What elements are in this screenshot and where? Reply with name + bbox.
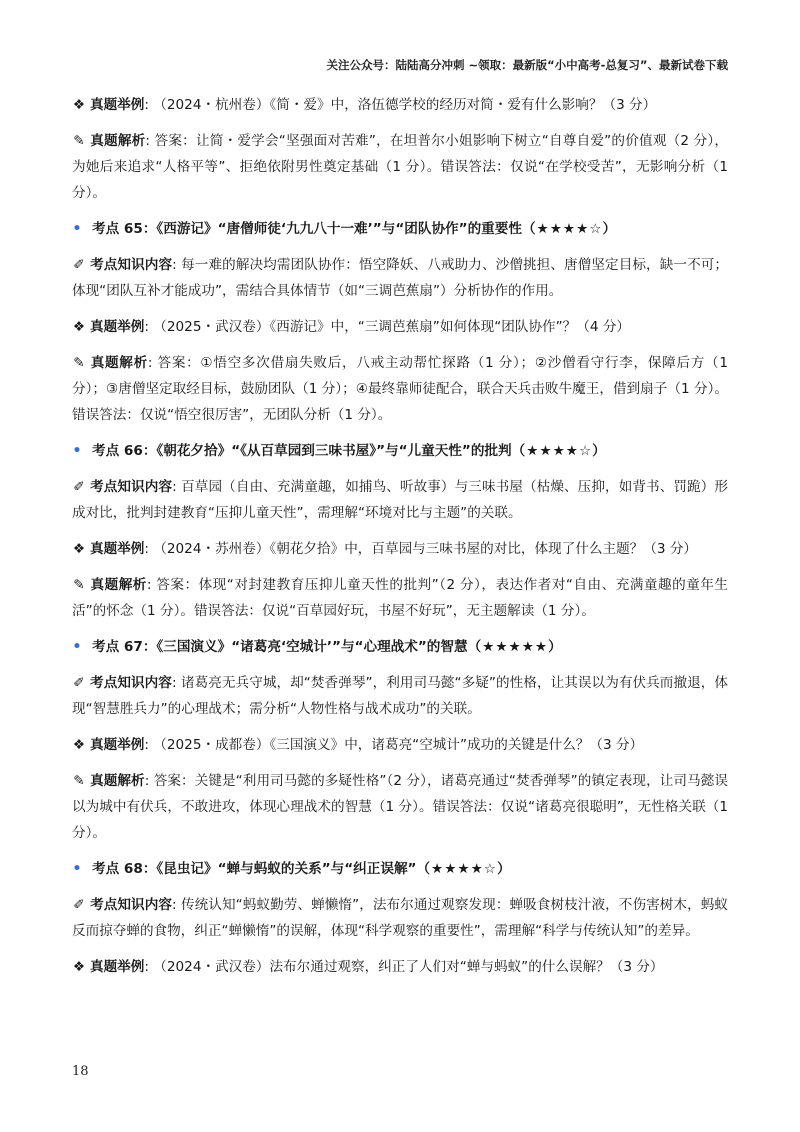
bullet-dot-icon: • (72, 861, 82, 877)
pencil-icon: ✎ (73, 577, 85, 593)
knowledge-label: 考点知识内容 (90, 897, 173, 913)
label-separator: : (171, 675, 181, 691)
pencil-icon: ✎ (73, 133, 85, 149)
example-paragraph (72, 92, 728, 118)
knowledge-paragraph (72, 670, 728, 722)
label-separator: : (172, 257, 182, 273)
label-separator: : (144, 97, 154, 113)
diamond-bullet-icon: ❖ (72, 959, 86, 975)
topic-paragraph (72, 216, 728, 242)
topic-title: 《西游记》“唐僧师徒‘九九八十一难’”与“团队协作”的重要性 (156, 221, 522, 237)
analysis-text: 答案：体现“对封建教育压抑儿童天性的批判”（2 分），表达作者对“自由、充满童趣的童年生活”的怀念（1 分）。错误答法：仅说“百草园好玩，书屋不好玩”，无主题解读（1 分）。 (72, 577, 729, 619)
analysis-paragraph (72, 350, 728, 428)
example-label: 真题举例 (90, 541, 145, 557)
topic-label: 考点 68： (92, 861, 157, 877)
bullet-dot-icon: • (72, 221, 82, 237)
topic-paragraph (72, 438, 728, 464)
difficulty-stars: （★★★★☆） (511, 443, 607, 459)
example-text: （2024・杭州卷）《简・爱》中，洛伍德学校的经历对简・爱有什么影响？（3 分） (153, 97, 657, 113)
bullet-dot-icon: • (72, 443, 82, 459)
diamond-bullet-icon: ❖ (72, 737, 86, 753)
difficulty-stars: （★★★★☆） (521, 221, 618, 237)
knowledge-paragraph (72, 474, 728, 526)
pencil-icon: ✎ (73, 355, 85, 371)
pencil-icon: ✐ (73, 257, 85, 273)
knowledge-text: 每一难的解决均需团队协作：悟空降妖、八戒助力、沙僧挑担、唐僧坚定目标，缺一不可；体现“团队互补才能成功”，需结合具体情节（如“三调芭蕉扇”）分析协作的作用。 (72, 257, 729, 299)
example-text: （2024・武汉卷）法布尔通过观察，纠正了人们对“蝉与蚂蚁”的什么误解？（3 分） (153, 959, 664, 975)
knowledge-paragraph (72, 252, 728, 304)
analysis-label: 真题解析 (90, 577, 147, 593)
diamond-bullet-icon: ❖ (72, 319, 86, 335)
label-separator: : (144, 773, 154, 789)
analysis-paragraph (72, 572, 728, 624)
knowledge-text: 传统认知“蚂蚁勤劳、蝉懒惰”，法布尔通过观察发现：蝉吸食树枝汁液，不伤害树木，蚂蚁反而掠夺蝉的食物，纠正“蝉懒惰”的误解，体现“科学观察的重要性”，需理解“科学与传统认知”的差异。 (72, 897, 729, 939)
pencil-icon: ✐ (73, 675, 85, 691)
analysis-paragraph (72, 768, 728, 846)
document-body (72, 92, 728, 990)
knowledge-paragraph (72, 892, 728, 944)
topic-label: 考点 67： (92, 639, 157, 655)
label-separator: : (144, 319, 154, 335)
label-separator: : (144, 737, 154, 753)
difficulty-stars: （★★★★☆） (416, 861, 512, 877)
analysis-text: 答案：①悟空多次借扇失败后，八戒主动帮忙探路（1 分）；②沙僧看守行李，保障后方（1 分）；③唐僧坚定取经目标，鼓励团队（1 分）；④最终靠师徒配合，联合天兵击败牛魔王，借到扇子（1 分）。错误答法：仅说“悟空很厉害”，无团队分析（1 分）。 (72, 355, 728, 423)
topic-label: 考点 65： (92, 221, 157, 237)
label-separator: : (147, 355, 158, 371)
diamond-bullet-icon: ❖ (72, 541, 86, 557)
label-separator: : (146, 577, 157, 593)
analysis-label: 真题解析 (90, 133, 146, 149)
example-label: 真题举例 (90, 319, 145, 335)
pencil-icon: ✎ (73, 773, 85, 789)
pencil-icon: ✐ (73, 479, 85, 495)
knowledge-label: 考点知识内容 (90, 675, 172, 691)
example-paragraph (72, 536, 728, 562)
diamond-bullet-icon: ❖ (72, 97, 86, 113)
difficulty-stars: （★★★★★） (467, 639, 563, 655)
knowledge-text: 百草园（自由、充满童趣，如捕鸟、听故事）与三味书屋（枯燥、压抑，如背书、罚跪）形成对比，批判封建教育“压抑儿童天性”，需理解“环境对比与主题”的关联。 (72, 479, 729, 521)
analysis-text: 答案：让简・爱学会“坚强面对苦难”，在坦普尔小姐影响下树立“自尊自爱”的价值观（2 分），为她后来追求“人格平等”、拒绝依附男性奠定基础（1 分）。错误答法：仅说“在学校受苦”，无影响分析（1 分）。 (72, 133, 729, 201)
label-separator: : (145, 133, 155, 149)
analysis-text: 答案：关键是“利用司马懿的多疑性格”（2 分），诸葛亮通过“焚香弹琴”的镇定表现，让司马懿误以为城中有伏兵，不敢进攻，体现心理战术的智慧（1 分）。错误答法：仅说“诸葛亮很聪明”，无性格关联（1 分）。 (72, 773, 729, 841)
topic-title: 《昆虫记》“蝉与蚂蚁的关系”与“纠正误解” (156, 861, 417, 877)
example-label: 真题举例 (90, 97, 145, 113)
example-paragraph (72, 732, 728, 758)
example-label: 真题举例 (90, 959, 145, 975)
analysis-paragraph (72, 128, 728, 206)
bullet-dot-icon: • (72, 639, 82, 655)
knowledge-label: 考点知识内容 (90, 479, 173, 495)
topic-label: 考点 66： (92, 443, 157, 459)
example-text: （2025・武汉卷）《西游记》中，“三调芭蕉扇”如何体现“团队协作”？（4 分） (153, 319, 631, 335)
example-text: （2025・成都卷）《三国演义》中，诸葛亮“空城计”成功的关键是什么？（3 分） (153, 737, 644, 753)
label-separator: : (144, 541, 154, 557)
label-separator: : (172, 479, 182, 495)
label-separator: : (172, 897, 182, 913)
label-separator: : (144, 959, 154, 975)
pencil-icon: ✐ (73, 897, 85, 913)
example-paragraph (72, 314, 728, 340)
example-paragraph (72, 954, 728, 980)
page-header: 关注公众号：陆陆高分冲刺 ~领取：最新版“小中高考-总复习”、最新试卷下载 (326, 58, 728, 72)
example-text: （2024・苏州卷）《朝花夕拾》中，百草园与三味书屋的对比，体现了什么主题？（3 分） (153, 541, 698, 557)
page-number: 18 (72, 1064, 89, 1079)
analysis-label: 真题解析 (90, 773, 145, 789)
knowledge-text: 诸葛亮无兵守城，却“焚香弹琴”，利用司马懿“多疑”的性格，让其误以为有伏兵而撤退，体现“智慧胜兵力”的心理战术；需分析“人物性格与战术成功”的关联。 (72, 675, 729, 717)
analysis-label: 真题解析 (90, 355, 148, 371)
knowledge-label: 考点知识内容 (90, 257, 173, 273)
topic-paragraph (72, 634, 728, 660)
topic-paragraph (72, 856, 728, 882)
example-label: 真题举例 (90, 737, 145, 753)
topic-title: 《三国演义》“诸葛亮‘空城计’”与“心理战术”的智慧 (156, 639, 468, 655)
topic-title: 《朝花夕拾》“《从百草园到三味书屋》”与“儿童天性”的批判 (156, 443, 512, 459)
